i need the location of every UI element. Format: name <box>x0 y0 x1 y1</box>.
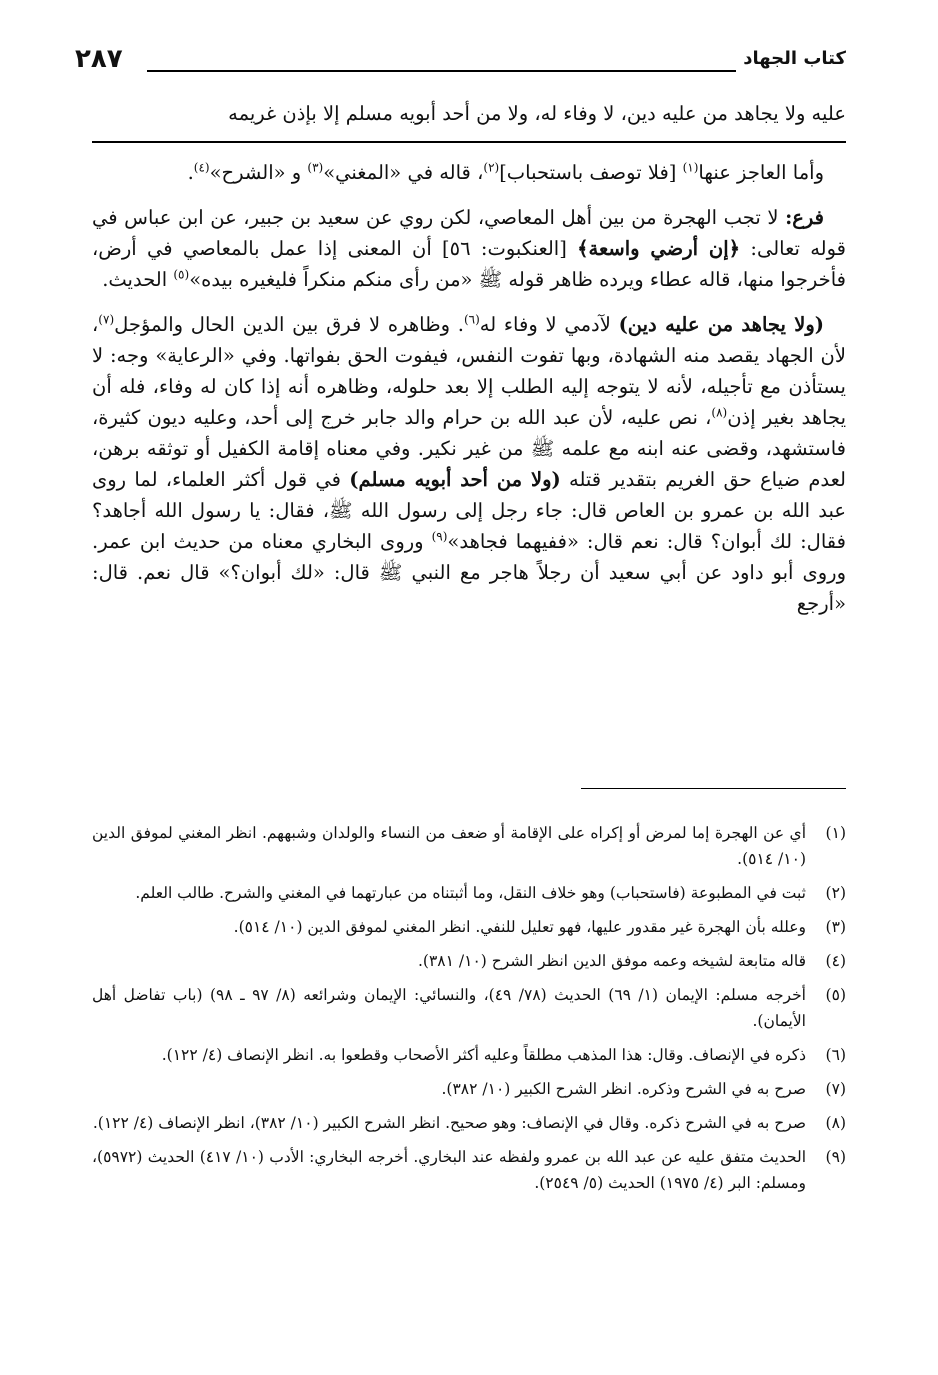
paragraph-text: في قول أكثر العلماء، لما روى عبد الله بن عمرو بن العاص قال: جاء رجل إلى رسول الله ﷺ، فقال: يا رسول الله أجاهد؟ فقال: لك أبوان؟ قال: نعم قال: «ففيهما فجاهد» <box>92 468 846 553</box>
main-text <box>92 98 846 633</box>
footnote-number: (٧) <box>825 1080 846 1098</box>
paragraph-text: ، نص عليه، لأن عبد الله بن حرام والد جابر خرج إلى أحد، وعليه ديون كثيرة، فاستشهد، وقضى عنه ابنه مع علمه ﷺ من غير نكير. وفي معناه إقامة الكفيل أو توثقه برهن، لعدم ضياع حق الغريم بتقدير قتله <box>92 406 846 491</box>
footnote-item <box>92 982 846 1034</box>
paragraph-text: ، قاله في «المغني» <box>323 161 484 184</box>
footnote-ref[interactable]: (٥) <box>173 267 190 282</box>
footnote-item <box>92 1144 846 1196</box>
paragraph-2 <box>92 202 846 295</box>
footnotes <box>92 820 846 1204</box>
text-separator <box>92 141 846 143</box>
header-rule <box>147 70 736 72</box>
paragraph-text: و «الشرح» <box>209 161 308 184</box>
footnote-item <box>92 914 846 940</box>
footnote-ref[interactable]: (٧) <box>98 312 115 327</box>
page-number: ٢٨٧ <box>75 44 123 74</box>
footnote-ref[interactable]: (٦) <box>463 312 480 327</box>
footnote-ref[interactable]: (٤) <box>193 160 210 175</box>
paragraph-3 <box>92 309 846 619</box>
paragraph-text: وروى البخاري معناه من حديث ابن عمر. وروى أبو داود عن أبي سعيد أن رجلاً هاجر مع النبي ﷺ قال: «لك أبوان؟» قال نعم. قال: «أرجع <box>92 530 846 615</box>
paragraph-text: ، لأن الجهاد يقصد منه الشهادة، وبها تفوت النفس، فيفوت الحق بفواتها. وفي «الرعاية» وجه: لا يستأذن مع تأجيله، لأنه لا يتوجه إليه الطلب إلا بعد حلوله، وظاهره أنه إذا كان له وفاء، فله أن يجاهد بغير إذن <box>92 313 846 429</box>
footnote-number: (٢) <box>825 884 846 902</box>
footnote-number: (٥) <box>825 986 846 1004</box>
matn-quote: (ولا يجاهد من عليه دين) <box>618 313 824 336</box>
footnote-text: ثبت في المطبوعة (فاستحباب) وهو خلاف النقل، وما أثبتناه من عبارتهما في المغني والشرح. طالب العلم. <box>135 884 806 902</box>
paragraph-text: [فلا توصف باستحباب] <box>499 161 683 184</box>
footnote-number: (٦) <box>825 1046 846 1064</box>
footnote-text: ذكره في الإنصاف. وقال: هذا المذهب مطلقاً وعليه أكثر الأصحاب وقطعوا به. انظر الإنصاف (٤/ ١٢٢). <box>161 1046 806 1064</box>
footnote-text: وعلله بأن الهجرة غير مقدور عليها، فهو تعليل للنفي. انظر المغني لموفق الدين (١٠/ ٥١٤). <box>233 918 806 936</box>
footnote-number: (١) <box>825 824 846 842</box>
matn-quote: (ولا من أحد أبويه مسلم) <box>349 468 561 491</box>
paragraph-text: . <box>187 161 194 184</box>
footnote-item <box>92 1076 846 1102</box>
paragraph-1 <box>92 157 846 188</box>
footnote-ref[interactable]: (٩) <box>431 529 448 544</box>
footnote-ref[interactable]: (٨) <box>711 405 728 420</box>
footnote-number: (٩) <box>825 1148 846 1166</box>
paragraph-text: لا تجب الهجرة من بين أهل المعاصي، لكن روي عن سعيد بن جبير، عن ابن عباس في قوله تعالى: <box>92 206 846 260</box>
footnote-text: صرح به في الشرح وذكره. انظر الشرح الكبير (١٠/ ٣٨٢). <box>441 1080 806 1098</box>
footnote-item <box>92 948 846 974</box>
footnote-ref[interactable]: (٢) <box>483 160 500 175</box>
footnote-separator <box>581 788 846 789</box>
footnote-item <box>92 1042 846 1068</box>
paragraph-text: لآدمي لا وفاء له <box>479 313 619 336</box>
footnote-number: (٣) <box>825 918 846 936</box>
footnote-text: صرح به في الشرح ذكره. وقال في الإنصاف: وهو صحيح. انظر الشرح الكبير (١٠/ ٣٨٢)، انظر الإنصاف (٤/ ١٢٢). <box>92 1114 806 1132</box>
branch-label: فرع: <box>785 206 824 229</box>
footnote-text: أي عن الهجرة إما لمرض أو إكراه على الإقامة أو ضعف من النساء والولدان وشبههم. انظر المغني لموفق الدين (١٠/ ٥١٤). <box>92 824 806 868</box>
paragraph-text: الحديث. <box>102 268 174 291</box>
paragraph-text: . وظاهره لا فرق بين الدين الحال والمؤجل <box>114 313 464 336</box>
footnote-number: (٤) <box>825 952 846 970</box>
quran-quote: ﴿إن أرضي واسعة﴾ <box>577 237 741 260</box>
continuation-line: عليه ولا يجاهد من عليه دين، لا وفاء له، ولا من أحد أبويه مسلم إلا بإذن غريمه <box>228 102 846 125</box>
paragraph-text: وأما العاجز عنها <box>698 161 824 184</box>
footnote-item <box>92 880 846 906</box>
footnote-item <box>92 1110 846 1136</box>
footnote-text: أخرجه مسلم: الإيمان (١/ ٦٩) الحديث (٧٨/ ٤٩)، والنسائي: الإيمان وشرائعه (٨/ ٩٧ ـ ٩٨) (باب تفاضل أهل الأيمان). <box>92 986 806 1030</box>
footnote-text: قاله متابعة لشيخه وعمه موفق الدين انظر الشرح (١٠/ ٣٨١). <box>418 952 806 970</box>
footnote-ref[interactable]: (٣) <box>307 160 324 175</box>
footnote-number: (٨) <box>825 1114 846 1132</box>
footnote-item <box>92 820 846 872</box>
paragraph-text: [العنكبوت: ٥٦] أن المعنى إذا عمل بالمعاصي في أرض، فأخرجوا منها، قاله عطاء ويرده ظاهر قوله ﷺ «من رأى منكم منكراً فليغيره بيده» <box>92 237 846 291</box>
footnote-text: الحديث متفق عليه عن عبد الله بن عمرو ولفظه عند البخاري. أخرجه البخاري: الأدب (١٠/ ٤١٧) الحديث (٥٩٧٢)، ومسلم: البر (٤/ ١٩٧٥) الحديث (٥/ ٢٥٤٩). <box>92 1148 807 1192</box>
page-header <box>75 44 846 84</box>
footnote-ref[interactable]: (١) <box>682 160 699 175</box>
book-title: كتاب الجهاد <box>743 48 846 69</box>
